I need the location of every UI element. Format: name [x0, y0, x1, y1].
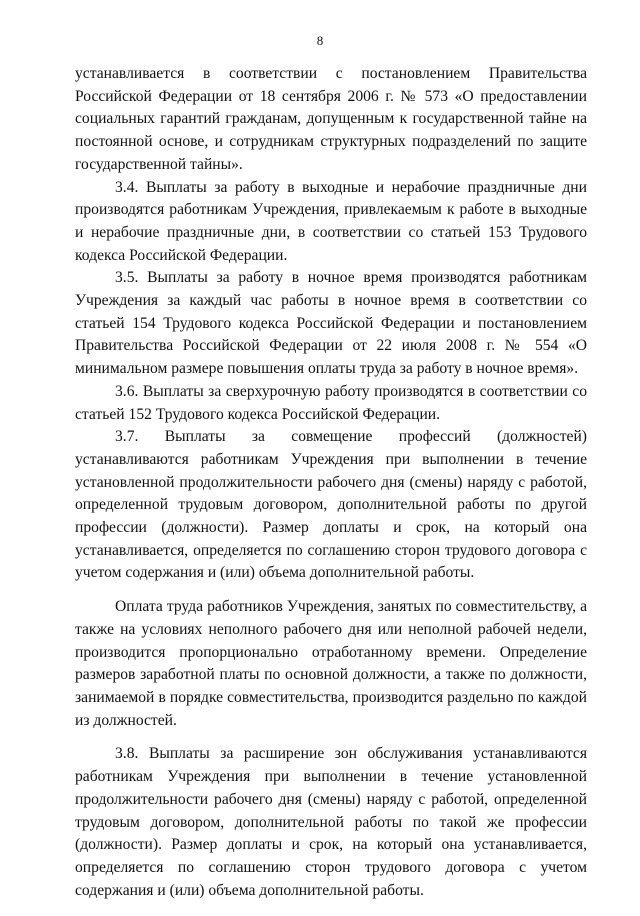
paragraph-3-8: 3.8. Выплаты за расширение зон обслуживания устанавливаются работникам Учреждения при выполнении в течение установленной продолжительности рабочего дня (смены) наряду с работой, определенной трудовым договором, дополнительной работы по такой же профессии (должности). Размер доплаты и срок, на который она устанавливается, определяется по соглашению сторон трудового договора с учетом содержания и (или) объема дополнительной работы. [75, 745, 587, 899]
paragraph-continuation: устанавливается в соответствии с постановлением Правительства Российской Федерации от 18 сентября 2006 г. № 573 «О предоставлении социальных гарантий гражданам, допущенным к государственной тайне на постоянной основе, и сотрудникам структурных подразделений по защите государственной тайны». [75, 65, 587, 173]
paragraph-3-7: 3.7. Выплаты за совмещение профессий (должностей) устанавливаются работникам Учреждения при выполнении в течение установленной продолжительности рабочего дня (смены) наряду с работой, определенной трудовым договором, дополнительной работы по другой профессии (должности). Размер доплаты и срок, на который она устанавливается, определяется по соглашению сторон трудового договора с учетом содержания и (или) объема дополнительной работы. [75, 428, 587, 582]
document-body [75, 63, 587, 902]
page-number: 8 [316, 33, 324, 48]
paragraph-3-6: 3.6. Выплаты за сверхурочную работу производятся в соответствии со статьей 152 Трудового кодекса Российской Федерации. [75, 382, 587, 423]
paragraph-3-4: 3.4. Выплаты за работу в выходные и нерабочие праздничные дни производятся работникам Учреждения, привлекаемым к работе в выходные и нерабочие праздничные дни, в соответствии со статьей 153 Трудового кодекса Российской Федерации. [75, 178, 587, 264]
paragraph-3-5: 3.5. Выплаты за работу в ночное время производятся работникам Учреждения за каждый час работы в ночное время в соответствии со статьей 154 Трудового кодекса Российской Федерации и постановлением Правительства Российской Федерации от 22 июля 2008 г. № 554 «О минимальном размере повышения оплаты труда за работу в ночное время». [75, 269, 587, 378]
paragraph-part-time-pay: Оплата труда работников Учреждения, занятых по совместительству, а также на условиях неполного рабочего дня или неполной рабочей недели, производится пропорционально отработанному времени. Определение размеров заработной платы по основной должности, а также по должности, занимаемой в порядке совместительства, производится раздельно по каждой из должностей. [75, 598, 587, 729]
